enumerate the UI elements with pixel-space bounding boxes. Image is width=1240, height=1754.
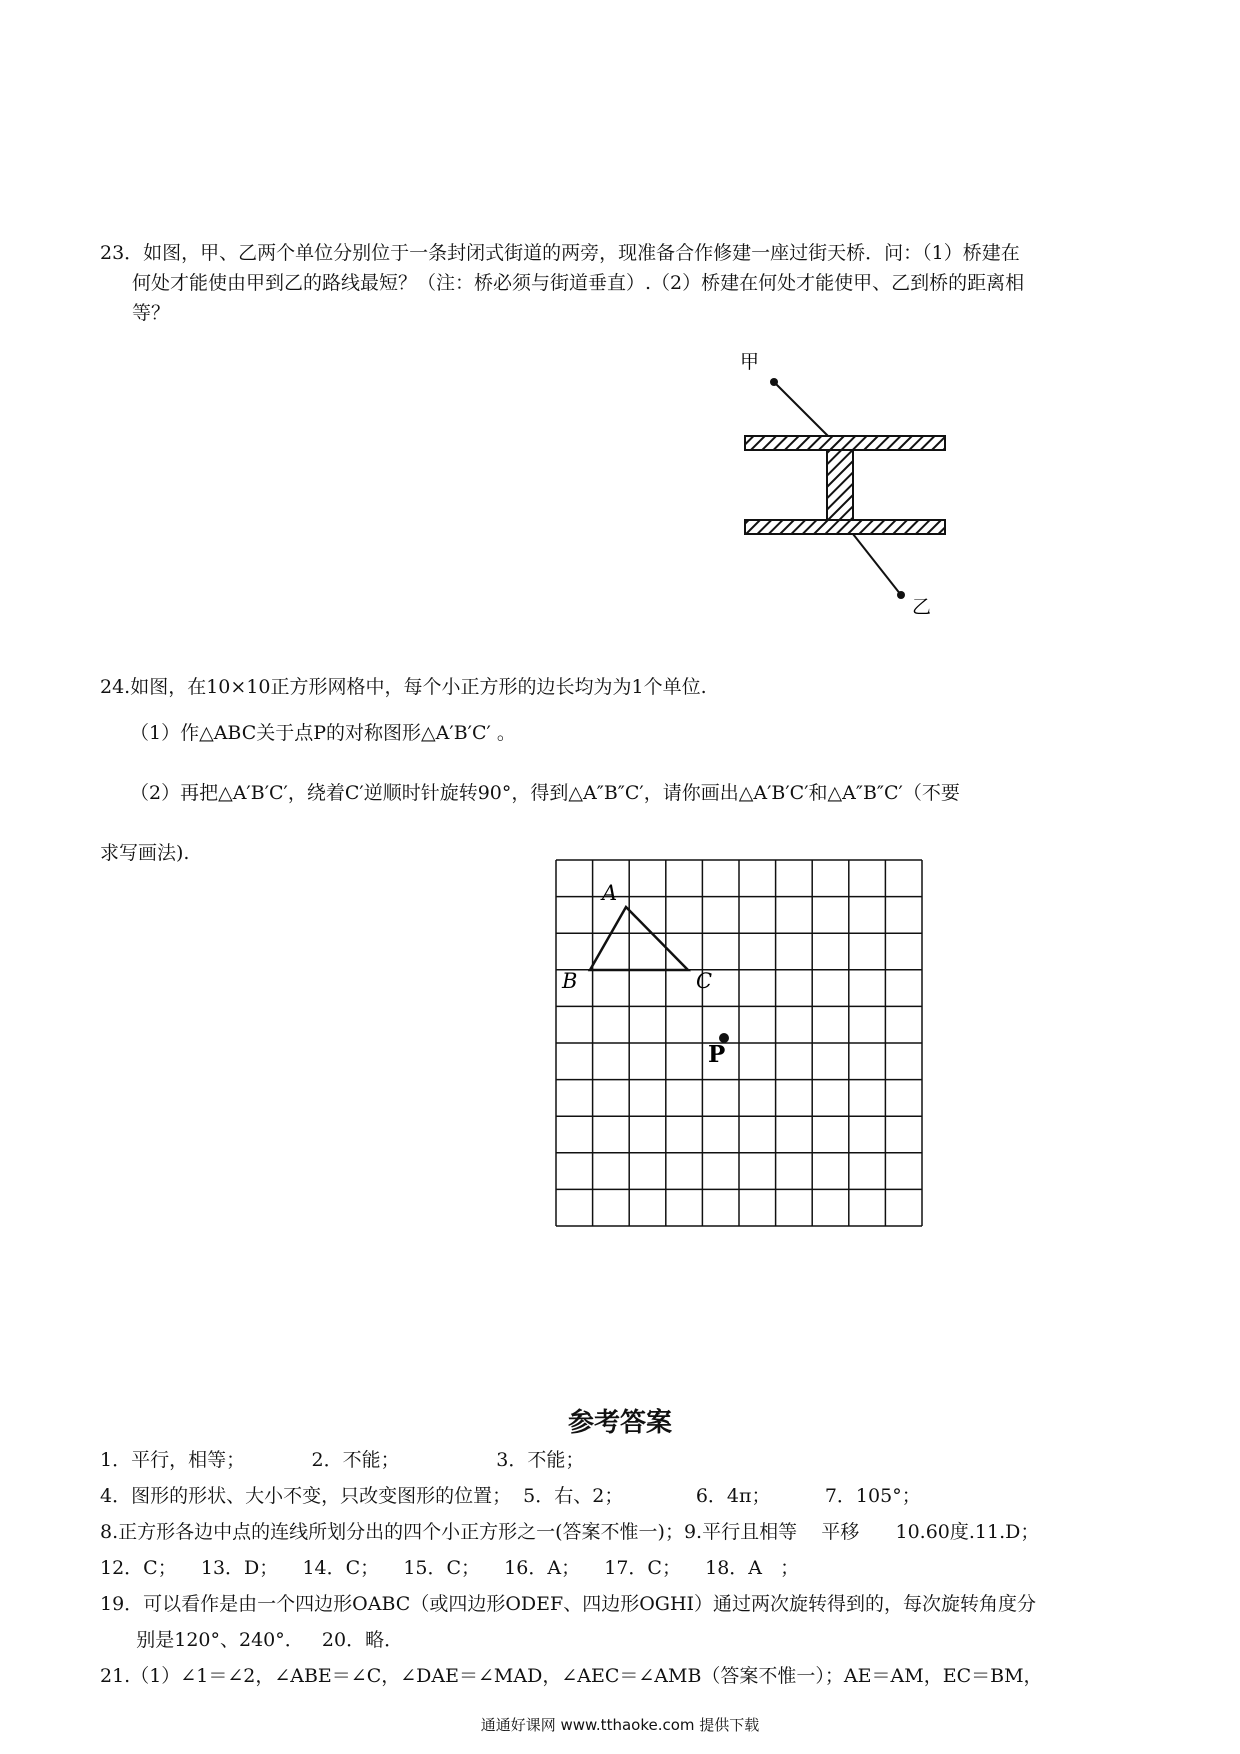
- path-jia-to-bridge: [774, 382, 828, 436]
- q23-line-3: 等？: [132, 302, 171, 324]
- answers-title: 参考答案: [567, 1408, 672, 1438]
- q24-line-2: （1）作△ABC关于点P的对称图形△A′B′C′ 。: [130, 722, 516, 744]
- answer-line-2: 4．图形的形状、大小不变，只改变图形的位置； 5．右、2； 6．4π； 7．105°；: [100, 1485, 921, 1507]
- label-yi: 乙: [912, 596, 932, 618]
- point-yi: [897, 591, 905, 599]
- grid-figure: [548, 850, 928, 1240]
- label-jia: 甲: [740, 351, 760, 373]
- question-23: [100, 238, 1160, 328]
- answer-line-6: 别是120°、240°． 20．略．: [100, 1629, 404, 1651]
- street-lower-edge: [745, 520, 945, 534]
- bridge-figure: [730, 345, 970, 620]
- answer-line-7: 21.（1）∠1＝∠2，∠ABE＝∠C，∠DAE＝∠MAD，∠AEC＝∠AMB（答案不惟一）；AE＝AM，EC＝BM，: [100, 1665, 1043, 1687]
- triangle-abc: [590, 907, 688, 970]
- label-c: C: [696, 969, 713, 993]
- street-upper-edge: [745, 436, 945, 450]
- bridge: [827, 450, 853, 520]
- answer-line-4: 12．C； 13．D； 14．C； 15．C； 16．A； 17．C； 18．A ；: [100, 1557, 800, 1579]
- label-b: B: [562, 969, 578, 993]
- page-footer: 通通好课网 www.tthaoke.com 提供下载: [480, 1716, 760, 1734]
- q23-line-1: 23．如图，甲、乙两个单位分别位于一条封闭式街道的两旁，现准备合作修建一座过街天桥．问：（1）桥建在: [100, 242, 1020, 264]
- q24-line-3: （2）再把△A′B′C′，绕着C′逆顺时针旋转90°，得到△A″B″C′，请你画出△A′B′C′和△A″B″C′（不要: [130, 782, 960, 804]
- answer-line-5: 19．可以看作是由一个四边形OABC（或四边形ODEF、四边形OGHI）通过两次旋转得到的，每次旋转角度分: [100, 1593, 1037, 1615]
- q24-line-1: 24.如图，在10×10正方形网格中，每个小正方形的边长均为为1个单位.: [100, 676, 707, 698]
- path-bridge-to-yi: [853, 534, 901, 595]
- answer-line-3: 8.正方形各边中点的连线所划分出的四个小正方形之一(答案不惟一)；9.平行且相等 平移 10.60度.11.D；: [100, 1521, 1040, 1543]
- label-p: P: [708, 1041, 726, 1068]
- q23-line-2: 何处才能使由甲到乙的路线最短？（注：桥必须与街道垂直）.（2）桥建在何处才能使甲、乙到桥的距离相: [132, 272, 1025, 294]
- q24-line-4: 求写画法).: [100, 842, 190, 864]
- label-a: A: [602, 881, 618, 905]
- answer-line-1: 1．平行，相等； 2．不能； 3．不能；: [100, 1449, 585, 1471]
- grid-10x10: [556, 860, 922, 1226]
